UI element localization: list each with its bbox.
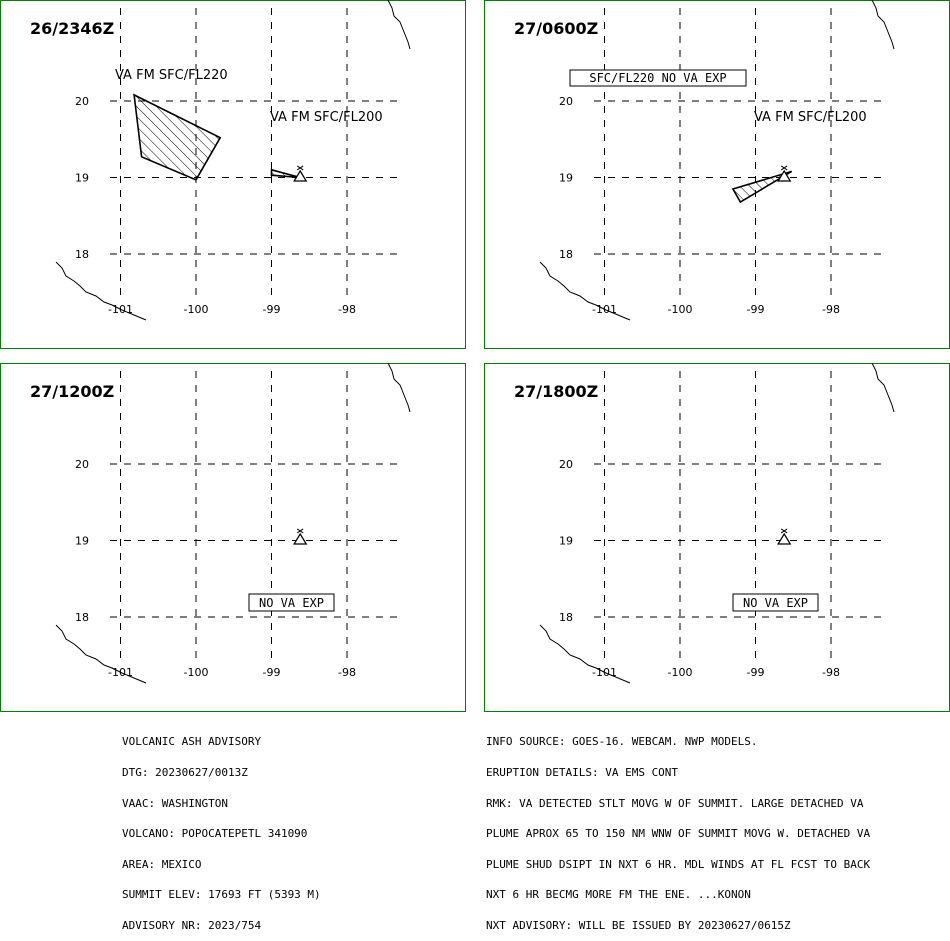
lon-label: -101 xyxy=(592,666,617,679)
valid-time-label: 26/2346Z xyxy=(30,19,115,38)
lon-label: -98 xyxy=(822,666,840,679)
advisory-line: PLUME SHUD DSIPT IN NXT 6 HR. MDL WINDS AT FL FCST TO BACK xyxy=(486,857,871,871)
ash-level-label: VA FM SFC/FL200 xyxy=(270,110,383,125)
advisory-line: SUMMIT ELEV: 17693 FT (5393 M) xyxy=(122,888,321,902)
no-ash-text: NO VA EXP xyxy=(742,596,809,610)
advisory-header-text xyxy=(122,717,321,941)
panel-frame xyxy=(485,364,950,712)
lat-label: 20 xyxy=(559,95,573,108)
map-panel-t18 xyxy=(485,363,950,712)
lon-label: -99 xyxy=(746,666,765,679)
lon-label: -98 xyxy=(822,303,840,316)
lon-label: -99 xyxy=(262,666,281,679)
lat-label: 20 xyxy=(559,458,573,471)
ash-level-label: VA FM SFC/FL200 xyxy=(754,110,867,125)
map-panel-t12 xyxy=(1,363,466,712)
advisory-line: PLUME APROX 65 TO 150 NM WNW OF SUMMIT MOVG W. DETACHED VA xyxy=(486,827,871,841)
advisory-line: ADVISORY NR: 2023/754 xyxy=(122,919,262,933)
lat-label: 19 xyxy=(75,171,89,185)
advisory-line: VOLCANIC ASH ADVISORY xyxy=(122,735,262,749)
advisory-remarks-text xyxy=(486,717,870,941)
advisory-line: NXT ADVISORY: WILL BE ISSUED BY 20230627/0615Z xyxy=(486,919,791,933)
lat-label: 20 xyxy=(75,458,89,471)
lon-label: -98 xyxy=(338,303,356,316)
panel-frame xyxy=(485,1,950,349)
advisory-line: RMK: VA DETECTED STLT MOVG W OF SUMMIT. LARGE DETACHED VA xyxy=(486,796,864,810)
lon-label: -99 xyxy=(746,303,765,316)
map-panel-t6 xyxy=(485,0,950,349)
lon-label: -101 xyxy=(108,303,133,316)
lat-label: 19 xyxy=(559,171,573,185)
lat-label: 18 xyxy=(559,611,573,624)
advisory-line: VOLCANO: POPOCATEPETL 341090 xyxy=(122,827,308,841)
ash-level-label: VA FM SFC/FL220 xyxy=(115,68,228,83)
advisory-line: INFO SOURCE: GOES-16. WEBCAM. NWP MODELS. xyxy=(486,735,758,749)
lat-label: 18 xyxy=(559,248,573,261)
advisory-line: ERUPTION DETAILS: VA EMS CONT xyxy=(486,766,679,780)
lon-label: -101 xyxy=(108,666,133,679)
lat-label: 18 xyxy=(75,248,89,261)
lon-label: -98 xyxy=(338,666,356,679)
panel-frame xyxy=(1,364,466,712)
lat-label: 19 xyxy=(559,534,573,548)
lon-label: -101 xyxy=(592,303,617,316)
lon-label: -99 xyxy=(262,303,281,316)
lat-label: 19 xyxy=(75,534,89,548)
no-ash-text: SFC/FL220 NO VA EXP xyxy=(589,71,727,85)
valid-time-label: 27/1800Z xyxy=(514,382,599,401)
valid-time-label: 27/1200Z xyxy=(30,382,115,401)
advisory-line: DTG: 20230627/0013Z xyxy=(122,766,248,780)
lon-label: -100 xyxy=(667,303,693,316)
valid-time-label: 27/0600Z xyxy=(514,19,599,38)
lon-label: -100 xyxy=(183,303,209,316)
panel-frame xyxy=(1,1,466,349)
lat-label: 20 xyxy=(75,95,89,108)
lon-label: -100 xyxy=(183,666,209,679)
map-panel-t0 xyxy=(1,0,466,349)
no-ash-text: NO VA EXP xyxy=(258,596,325,610)
advisory-line: AREA: MEXICO xyxy=(122,857,202,871)
lon-label: -100 xyxy=(667,666,693,679)
advisory-line: NXT 6 HR BECMG MORE FM THE ENE. ...KONON xyxy=(486,888,751,902)
advisory-line: VAAC: WASHINGTON xyxy=(122,796,228,810)
lat-label: 18 xyxy=(75,611,89,624)
